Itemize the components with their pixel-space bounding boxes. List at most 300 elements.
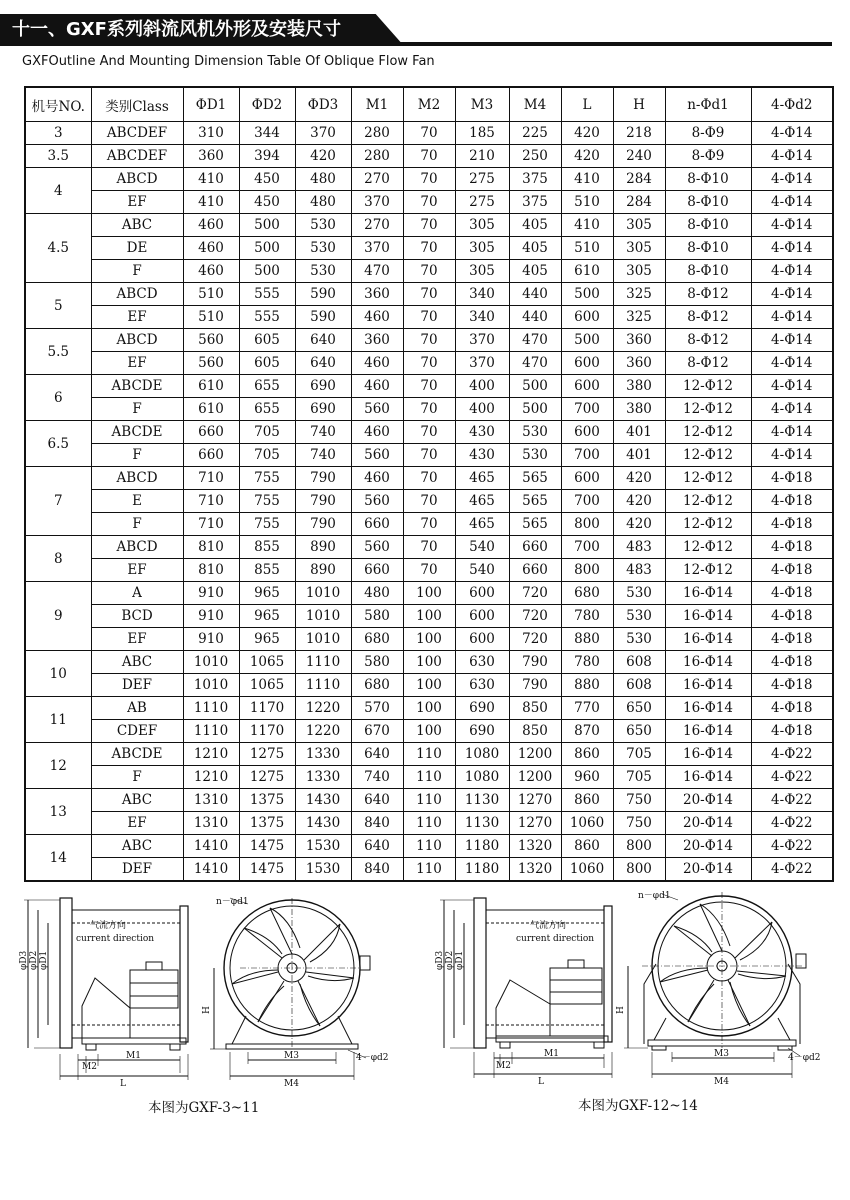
table-cell: 70: [403, 559, 455, 582]
table-cell: 225: [509, 122, 561, 145]
table-cell: 460: [351, 375, 403, 398]
table-cell: 4-Φ14: [751, 214, 833, 237]
table-cell: 630: [455, 674, 509, 697]
table-cell: 450: [239, 191, 295, 214]
column-header: ΦD3: [295, 87, 351, 122]
model-number-cell: 13: [25, 789, 91, 835]
table-cell: 370: [351, 191, 403, 214]
table-cell: 705: [239, 444, 295, 467]
table-cell: 1475: [239, 858, 295, 882]
table-cell: 700: [561, 444, 613, 467]
class-cell: AB: [91, 697, 183, 720]
table-cell: 530: [295, 214, 351, 237]
table-cell: 470: [509, 329, 561, 352]
table-cell: 8-Φ10: [665, 214, 751, 237]
table-cell: 810: [183, 536, 239, 559]
table-cell: 110: [403, 858, 455, 882]
table-cell: 1080: [455, 743, 509, 766]
table-cell: 16-Φ14: [665, 720, 751, 743]
table-cell: 600: [455, 628, 509, 651]
table-cell: 600: [561, 306, 613, 329]
table-cell: 284: [613, 191, 665, 214]
table-cell: 700: [561, 398, 613, 421]
table-cell: 440: [509, 283, 561, 306]
class-cell: EF: [91, 628, 183, 651]
table-cell: 394: [239, 145, 295, 168]
class-cell: ABCD: [91, 329, 183, 352]
table-cell: 400: [455, 375, 509, 398]
page-title: 十一、GXF系列斜流风机外形及安装尺寸: [12, 19, 341, 40]
table-cell: 420: [295, 145, 351, 168]
table-cell: 70: [403, 168, 455, 191]
table-cell: 1320: [509, 835, 561, 858]
table-row: [25, 237, 833, 260]
table-cell: 710: [183, 490, 239, 513]
table-cell: 8-Φ12: [665, 352, 751, 375]
table-cell: 610: [183, 375, 239, 398]
table-row: [25, 306, 833, 329]
table-cell: 4-Φ14: [751, 375, 833, 398]
class-cell: ABCD: [91, 168, 183, 191]
table-cell: 530: [295, 260, 351, 283]
table-cell: 560: [183, 329, 239, 352]
table-row: [25, 398, 833, 421]
table-cell: 890: [295, 559, 351, 582]
m4-label: M4: [284, 1079, 299, 1089]
table-cell: 660: [509, 536, 561, 559]
table-cell: 4-Φ14: [751, 329, 833, 352]
table-cell: 540: [455, 559, 509, 582]
column-header: n-Φd1: [665, 87, 751, 122]
table-cell: 20-Φ14: [665, 858, 751, 882]
table-cell: 4-Φ14: [751, 283, 833, 306]
table-cell: 800: [613, 858, 665, 882]
table-cell: 510: [183, 283, 239, 306]
table-row: [25, 835, 833, 858]
table-cell: 250: [509, 145, 561, 168]
table-cell: 370: [455, 329, 509, 352]
table-cell: 70: [403, 283, 455, 306]
model-number-cell: 7: [25, 467, 91, 536]
table-cell: 110: [403, 835, 455, 858]
table-cell: 70: [403, 260, 455, 283]
table-cell: 1530: [295, 835, 351, 858]
table-cell: 360: [613, 352, 665, 375]
table-cell: 500: [239, 260, 295, 283]
table-cell: 800: [561, 513, 613, 536]
m2-label: M2: [82, 1062, 97, 1072]
table-cell: 560: [351, 398, 403, 421]
class-cell: ABCDE: [91, 375, 183, 398]
table-cell: 470: [351, 260, 403, 283]
table-cell: 100: [403, 605, 455, 628]
table-cell: 305: [455, 237, 509, 260]
table-row: [25, 283, 833, 306]
table-cell: 690: [455, 697, 509, 720]
table-cell: 4-Φ14: [751, 237, 833, 260]
class-cell: ABCDEF: [91, 122, 183, 145]
class-cell: ABCDE: [91, 421, 183, 444]
table-cell: 70: [403, 398, 455, 421]
table-cell: 790: [295, 490, 351, 513]
table-cell: 12-Φ12: [665, 559, 751, 582]
table-cell: 70: [403, 145, 455, 168]
table-cell: 344: [239, 122, 295, 145]
table-cell: 755: [239, 513, 295, 536]
table-cell: 880: [561, 674, 613, 697]
d3-label: φD3: [435, 950, 445, 970]
column-header: M4: [509, 87, 561, 122]
class-cell: F: [91, 398, 183, 421]
model-number-cell: 6: [25, 375, 91, 421]
column-header: ΦD1: [183, 87, 239, 122]
table-cell: 608: [613, 674, 665, 697]
m3-label: M3: [284, 1051, 299, 1061]
table-cell: 12-Φ12: [665, 421, 751, 444]
table-cell: 1410: [183, 858, 239, 882]
table-cell: 555: [239, 283, 295, 306]
table-row: [25, 674, 833, 697]
table-cell: 310: [183, 122, 239, 145]
table-cell: 540: [455, 536, 509, 559]
table-cell: 640: [295, 352, 351, 375]
table-cell: 420: [613, 467, 665, 490]
table-cell: 70: [403, 490, 455, 513]
table-cell: 483: [613, 536, 665, 559]
table-cell: 705: [613, 766, 665, 789]
table-cell: 965: [239, 628, 295, 651]
table-cell: 4-Φ14: [751, 168, 833, 191]
table-cell: 8-Φ12: [665, 306, 751, 329]
table-cell: 8-Φ12: [665, 283, 751, 306]
column-header: 机号NO.: [25, 87, 91, 122]
column-header: M1: [351, 87, 403, 122]
table-cell: 500: [509, 398, 561, 421]
table-cell: 608: [613, 651, 665, 674]
class-cell: F: [91, 766, 183, 789]
table-cell: 70: [403, 329, 455, 352]
table-cell: 100: [403, 674, 455, 697]
d1-label: φD1: [39, 950, 49, 970]
table-cell: 710: [183, 513, 239, 536]
table-cell: 12-Φ12: [665, 398, 751, 421]
table-cell: 405: [509, 214, 561, 237]
table-row: [25, 467, 833, 490]
table-cell: 305: [613, 214, 665, 237]
table-cell: 410: [561, 214, 613, 237]
table-cell: 630: [455, 651, 509, 674]
table-cell: 4-Φ18: [751, 605, 833, 628]
table-cell: 790: [295, 467, 351, 490]
table-cell: 460: [351, 306, 403, 329]
table-cell: 890: [295, 536, 351, 559]
table-row: [25, 559, 833, 582]
table-cell: 480: [295, 191, 351, 214]
table-cell: 910: [183, 582, 239, 605]
class-cell: EF: [91, 191, 183, 214]
d2-label: φD2: [445, 950, 455, 970]
m4-label: M4: [714, 1077, 729, 1087]
table-cell: 280: [351, 145, 403, 168]
table-row: [25, 766, 833, 789]
table-cell: 185: [455, 122, 509, 145]
table-cell: 1180: [455, 858, 509, 882]
table-cell: 755: [239, 490, 295, 513]
table-cell: 610: [183, 398, 239, 421]
table-cell: 500: [561, 329, 613, 352]
table-cell: 1010: [295, 628, 351, 651]
table-cell: 1210: [183, 743, 239, 766]
table-cell: 580: [351, 605, 403, 628]
column-header: ΦD2: [239, 87, 295, 122]
table-cell: 860: [561, 789, 613, 812]
table-cell: 510: [561, 237, 613, 260]
class-cell: EF: [91, 352, 183, 375]
table-cell: 580: [351, 651, 403, 674]
table-row: [25, 858, 833, 882]
d2-label: φD2: [29, 950, 39, 970]
table-cell: 360: [351, 283, 403, 306]
table-cell: 750: [613, 789, 665, 812]
table-cell: 1010: [295, 605, 351, 628]
class-cell: ABCD: [91, 283, 183, 306]
table-cell: 1170: [239, 720, 295, 743]
table-cell: 1530: [295, 858, 351, 882]
table-row: [25, 628, 833, 651]
table-cell: 280: [351, 122, 403, 145]
table-cell: 16-Φ14: [665, 766, 751, 789]
table-cell: 325: [613, 283, 665, 306]
table-cell: 1200: [509, 743, 561, 766]
table-cell: 510: [561, 191, 613, 214]
table-cell: 340: [455, 306, 509, 329]
model-number-cell: 4.5: [25, 214, 91, 283]
table-cell: 850: [509, 720, 561, 743]
table-cell: 4-Φ22: [751, 858, 833, 882]
table-cell: 210: [455, 145, 509, 168]
table-cell: 500: [509, 375, 561, 398]
table-cell: 110: [403, 789, 455, 812]
table-cell: 305: [455, 214, 509, 237]
table-cell: 4-Φ22: [751, 835, 833, 858]
table-cell: 1330: [295, 766, 351, 789]
table-cell: 483: [613, 559, 665, 582]
table-cell: 16-Φ14: [665, 628, 751, 651]
table-cell: 870: [561, 720, 613, 743]
table-cell: 4-Φ18: [751, 513, 833, 536]
table-cell: 20-Φ14: [665, 835, 751, 858]
table-cell: 855: [239, 536, 295, 559]
table-cell: 460: [351, 421, 403, 444]
class-cell: A: [91, 582, 183, 605]
table-cell: 1060: [561, 858, 613, 882]
class-cell: DEF: [91, 674, 183, 697]
model-number-cell: 8: [25, 536, 91, 582]
m3-label: M3: [714, 1049, 729, 1059]
table-cell: 440: [509, 306, 561, 329]
class-cell: ABC: [91, 214, 183, 237]
table-cell: 70: [403, 536, 455, 559]
table-cell: 4-Φ18: [751, 628, 833, 651]
table-cell: 660: [183, 444, 239, 467]
table-cell: 305: [613, 260, 665, 283]
table-cell: 710: [183, 467, 239, 490]
table-cell: 16-Φ14: [665, 651, 751, 674]
table-cell: 420: [561, 145, 613, 168]
table-cell: 16-Φ14: [665, 582, 751, 605]
table-cell: 660: [509, 559, 561, 582]
table-cell: 370: [455, 352, 509, 375]
table-cell: 705: [239, 421, 295, 444]
table-cell: 430: [455, 421, 509, 444]
table-cell: 690: [295, 375, 351, 398]
class-cell: DEF: [91, 858, 183, 882]
table-row: [25, 720, 833, 743]
table-cell: 465: [455, 490, 509, 513]
table-cell: 855: [239, 559, 295, 582]
table-cell: 880: [561, 628, 613, 651]
table-cell: 12-Φ12: [665, 513, 751, 536]
table-row: [25, 651, 833, 674]
table-cell: 530: [295, 237, 351, 260]
table-cell: 1410: [183, 835, 239, 858]
d3-label: φD3: [19, 950, 29, 970]
table-cell: 4-Φ22: [751, 812, 833, 835]
h-label: H: [616, 1006, 626, 1014]
table-cell: 500: [239, 214, 295, 237]
table-row: [25, 421, 833, 444]
table-cell: 4-Φ18: [751, 651, 833, 674]
dimension-table: [24, 86, 834, 882]
table-cell: 1180: [455, 835, 509, 858]
table-cell: 8-Φ9: [665, 122, 751, 145]
class-cell: F: [91, 260, 183, 283]
table-cell: 740: [295, 421, 351, 444]
table-cell: 465: [455, 467, 509, 490]
n-d1-label: n－φd1: [216, 897, 249, 907]
table-cell: 1330: [295, 743, 351, 766]
table-cell: 110: [403, 812, 455, 835]
table-cell: 640: [295, 329, 351, 352]
table-row: [25, 605, 833, 628]
table-cell: 670: [351, 720, 403, 743]
table-row: [25, 490, 833, 513]
diagram-left: [20, 888, 420, 1093]
table-cell: 100: [403, 720, 455, 743]
table-cell: 4-Φ14: [751, 352, 833, 375]
table-cell: 420: [613, 490, 665, 513]
table-cell: 570: [351, 697, 403, 720]
table-cell: 1010: [183, 674, 239, 697]
model-number-cell: 6.5: [25, 421, 91, 467]
table-cell: 720: [509, 605, 561, 628]
table-cell: 660: [351, 559, 403, 582]
table-cell: 275: [455, 168, 509, 191]
table-cell: 680: [351, 628, 403, 651]
table-cell: 1130: [455, 789, 509, 812]
table-cell: 1010: [295, 582, 351, 605]
table-cell: 1430: [295, 789, 351, 812]
table-cell: 460: [351, 352, 403, 375]
table-cell: 500: [239, 237, 295, 260]
table-cell: 305: [613, 237, 665, 260]
table-row: [25, 191, 833, 214]
m2-label: M2: [496, 1061, 511, 1071]
table-cell: 770: [561, 697, 613, 720]
table-row: [25, 697, 833, 720]
table-cell: 401: [613, 444, 665, 467]
table-cell: 910: [183, 628, 239, 651]
table-cell: 500: [561, 283, 613, 306]
l-label: L: [120, 1079, 126, 1089]
table-cell: 12-Φ12: [665, 467, 751, 490]
table-row: [25, 582, 833, 605]
table-cell: 4-Φ18: [751, 559, 833, 582]
four-d2-label: 4－φd2: [356, 1053, 389, 1063]
table-cell: 110: [403, 743, 455, 766]
table-cell: 70: [403, 122, 455, 145]
table-cell: 370: [295, 122, 351, 145]
table-cell: 590: [295, 283, 351, 306]
table-cell: 700: [561, 490, 613, 513]
table-cell: 4-Φ18: [751, 467, 833, 490]
table-cell: 4-Φ18: [751, 582, 833, 605]
table-cell: 755: [239, 467, 295, 490]
side-view-right: [440, 898, 612, 1078]
table-cell: 420: [561, 122, 613, 145]
table-cell: 690: [455, 720, 509, 743]
table-cell: 1375: [239, 812, 295, 835]
table-cell: 325: [613, 306, 665, 329]
table-cell: 600: [561, 421, 613, 444]
table-cell: 100: [403, 582, 455, 605]
table-cell: 660: [183, 421, 239, 444]
table-cell: 284: [613, 168, 665, 191]
table-cell: 20-Φ14: [665, 789, 751, 812]
table-cell: 70: [403, 444, 455, 467]
table-cell: 1270: [509, 789, 561, 812]
d1-label: φD1: [455, 950, 465, 970]
table-cell: 420: [613, 513, 665, 536]
table-cell: 560: [351, 490, 403, 513]
table-cell: 560: [351, 444, 403, 467]
table-cell: 530: [509, 421, 561, 444]
airflow-label-en: current direction: [76, 934, 155, 944]
table-cell: 70: [403, 191, 455, 214]
table-cell: 4-Φ14: [751, 398, 833, 421]
table-cell: 405: [509, 237, 561, 260]
column-header: H: [613, 87, 665, 122]
model-number-cell: 4: [25, 168, 91, 214]
model-number-cell: 10: [25, 651, 91, 697]
n-d1-label: n－φd1: [638, 891, 671, 901]
table-cell: 1110: [183, 697, 239, 720]
table-cell: 1010: [183, 651, 239, 674]
table-cell: 360: [351, 329, 403, 352]
table-cell: 1275: [239, 743, 295, 766]
table-cell: 590: [295, 306, 351, 329]
table-row: [25, 214, 833, 237]
table-cell: 860: [561, 835, 613, 858]
four-d2-label: 4－φd2: [788, 1053, 821, 1063]
model-number-cell: 3.5: [25, 145, 91, 168]
table-cell: 720: [509, 582, 561, 605]
table-cell: 565: [509, 490, 561, 513]
table-row: [25, 329, 833, 352]
table-cell: 360: [183, 145, 239, 168]
table-cell: 790: [509, 674, 561, 697]
table-cell: 1170: [239, 697, 295, 720]
